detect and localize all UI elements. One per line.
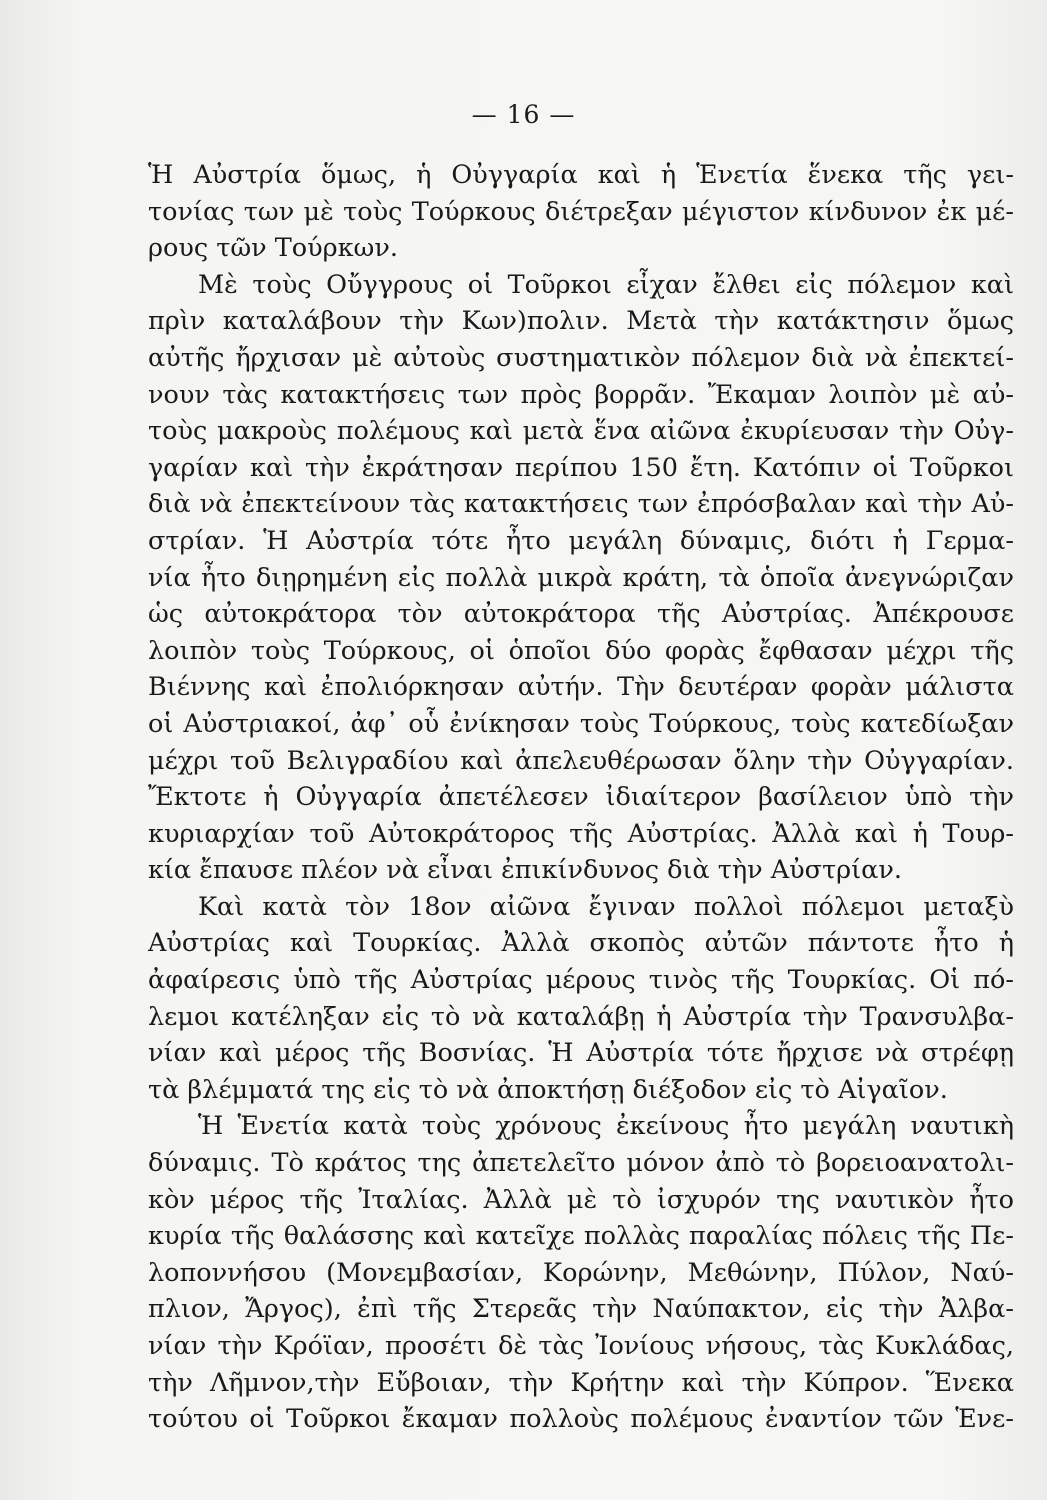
text-line: τοὺς μακροὺς πολέμους καὶ μετὰ ἕνα αἰῶνα ἐκυρίευσαν τὴν Οὐγ- — [148, 416, 1014, 447]
text-line: νίαν τὴν Κρόϊαν, προσέτι δὲ τὰς Ἰονίους νήσους, τὰς Κυκλάδας, — [148, 1331, 1014, 1361]
text-line: λεμοι κατέληξαν εἰς τὸ νὰ καταλάβῃ ἡ Αὐστρία τὴν Τρανσυλβα- — [148, 1001, 1014, 1032]
text-line: διὰ νὰ ἐπεκτείνουν τὰς κατακτήσεις των ἐπρόσβαλαν καὶ τὴν Αὐ- — [148, 489, 1014, 520]
text-line: τὰ βλέμματά της εἰς τὸ νὰ ἀποκτήσῃ διέξοδον εἰς τὸ Αἰγαῖον. — [148, 1074, 948, 1105]
text-line: νουν τὰς κατακτήσεις των πρὸς βορρᾶν. Ἔκαμαν λοιπὸν μὲ αὐ- — [148, 379, 1014, 410]
text-line: τονίας των μὲ τοὺς Τούρκους διέτρεξαν μέγιστον κίνδυνον ἐκ μέ- — [148, 196, 1014, 227]
text-line: πλιον, Ἄργος), ἐπὶ τῆς Στερεᾶς τὴν Ναύπακτον, εἰς τὴν Ἀλβα- — [148, 1294, 1014, 1325]
text-line: οἱ Αὐστριακοί, ἀφ᾽ οὗ ἐνίκησαν τοὺς Τούρκους, τοὺς κατεδίωξαν — [148, 708, 1014, 739]
text-line: Ἡ Αὐστρία ὅμως, ἡ Οὐγγαρία καὶ ἡ Ἑνετία ἕνεκα τῆς γει- — [148, 160, 1014, 190]
text-line: ὡς αὐτοκράτορα τὸν αὐτοκράτορα τῆς Αὐστρίας. Ἀπέκρουσε — [148, 599, 1014, 630]
text-line: κυριαρχίαν τοῦ Αὐτοκράτορος τῆς Αὐστρίας. Ἀλλὰ καὶ ἡ Τουρ- — [148, 818, 1014, 849]
text-line: στρίαν. Ἡ Αὐστρία τότε ἦτο μεγάλη δύναμις, διότι ἡ Γερμα- — [148, 525, 1014, 556]
text-line: λοιπὸν τοὺς Τούρκους, οἱ ὁποῖοι δύο φορὰς ἔφθασαν μέχρι τῆς — [148, 635, 1014, 666]
text-line: νίαν καὶ μέρος τῆς Βοσνίας. Ἡ Αὐστρία τότε ἤρχισε νὰ στρέφῃ — [148, 1038, 1014, 1069]
text-line: Ἔκτοτε ἡ Οὐγγαρία ἀπετέλεσεν ἰδιαίτερον βασίλειον ὑπὸ τὴν — [148, 782, 1014, 813]
text-line: κυρία τῆς θαλάσσης καὶ κατεῖχε πολλὰς παραλίας πόλεις τῆς Πε- — [148, 1221, 1014, 1252]
text-line: Καὶ κατὰ τὸν 18ον αἰῶνα ἔγιναν πολλοὶ πόλεμοι μεταξὺ — [198, 891, 1014, 922]
text-line: κία ἔπαυσε πλέον νὰ εἶναι ἐπικίνδυνος διὰ τὴν Αὐστρίαν. — [148, 855, 902, 886]
text-line: δύναμις. Τὸ κράτος της ἀπετελεῖτο μόνον ἀπὸ τὸ βορειοανατολι- — [148, 1148, 1014, 1179]
text-line: Αὐστρίας καὶ Τουρκίας. Ἀλλὰ σκοπὸς αὐτῶν πάντοτε ἦτο ἡ — [148, 928, 1014, 959]
text-line: αὐτῆς ἤρχισαν μὲ αὐτοὺς συστηματικὸν πόλεμον διὰ νὰ ἐπεκτεί- — [148, 342, 1014, 373]
text-line: τούτου οἱ Τοῦρκοι ἔκαμαν πολλοὺς πολέμους ἐναντίον τῶν Ἑνε- — [148, 1404, 1014, 1435]
text-line: Μὲ τοὺς Οὔγγρους οἱ Τοῦρκοι εἶχαν ἔλθει εἰς πόλεμον καὶ — [198, 269, 1014, 300]
text-line: πρὶν καταλάβουν τὴν Κων)πολιν. Μετὰ τὴν κατάκτησιν ὅμως — [148, 306, 1014, 337]
text-line: κὸν μέρος τῆς Ἰταλίας. Ἀλλὰ μὲ τὸ ἰσχυρόν της ναυτικὸν ἦτο — [148, 1184, 1014, 1215]
text-line: ρους τῶν Τούρκων. — [148, 233, 398, 264]
body-text — [148, 157, 1014, 1438]
text-line: λοποννήσου (Μονεμβασίαν, Κορώνην, Μεθώνην, Πύλον, Ναύ- — [148, 1257, 1014, 1288]
text-line: Βιέννης καὶ ἐπολιόρκησαν αὐτήν. Τὴν δευτέραν φορὰν μάλιστα — [148, 672, 1014, 703]
page-number: — 16 — — [471, 100, 576, 129]
text-line: ἀφαίρεσις ὑπὸ τῆς Αὐστρίας μέρους τινὸς τῆς Τουρκίας. Οἱ πό- — [148, 965, 1014, 996]
text-line: τὴν Λῆμνον,τὴν Εὔβοιαν, τὴν Κρήτην καὶ τὴν Κύπρον. Ἕνεκα — [148, 1367, 1014, 1398]
text-line: νία ἦτο διῃρημένη εἰς πολλὰ μικρὰ κράτη, τὰ ὁποῖα ἀνεγνώριζαν — [148, 562, 1014, 593]
text-line: Ἡ Ἑνετία κατὰ τοὺς χρόνους ἐκείνους ἦτο μεγάλη ναυτικὴ — [198, 1111, 1014, 1142]
text-line: μέχρι τοῦ Βελιγραδίου καὶ ἀπελευθέρωσαν ὅλην τὴν Οὐγγαρίαν. — [148, 745, 1014, 776]
text-line: γαρίαν καὶ τὴν ἐκράτησαν περίπου 150 ἔτη. Κατόπιν οἱ Τοῦρκοι — [148, 452, 1014, 483]
